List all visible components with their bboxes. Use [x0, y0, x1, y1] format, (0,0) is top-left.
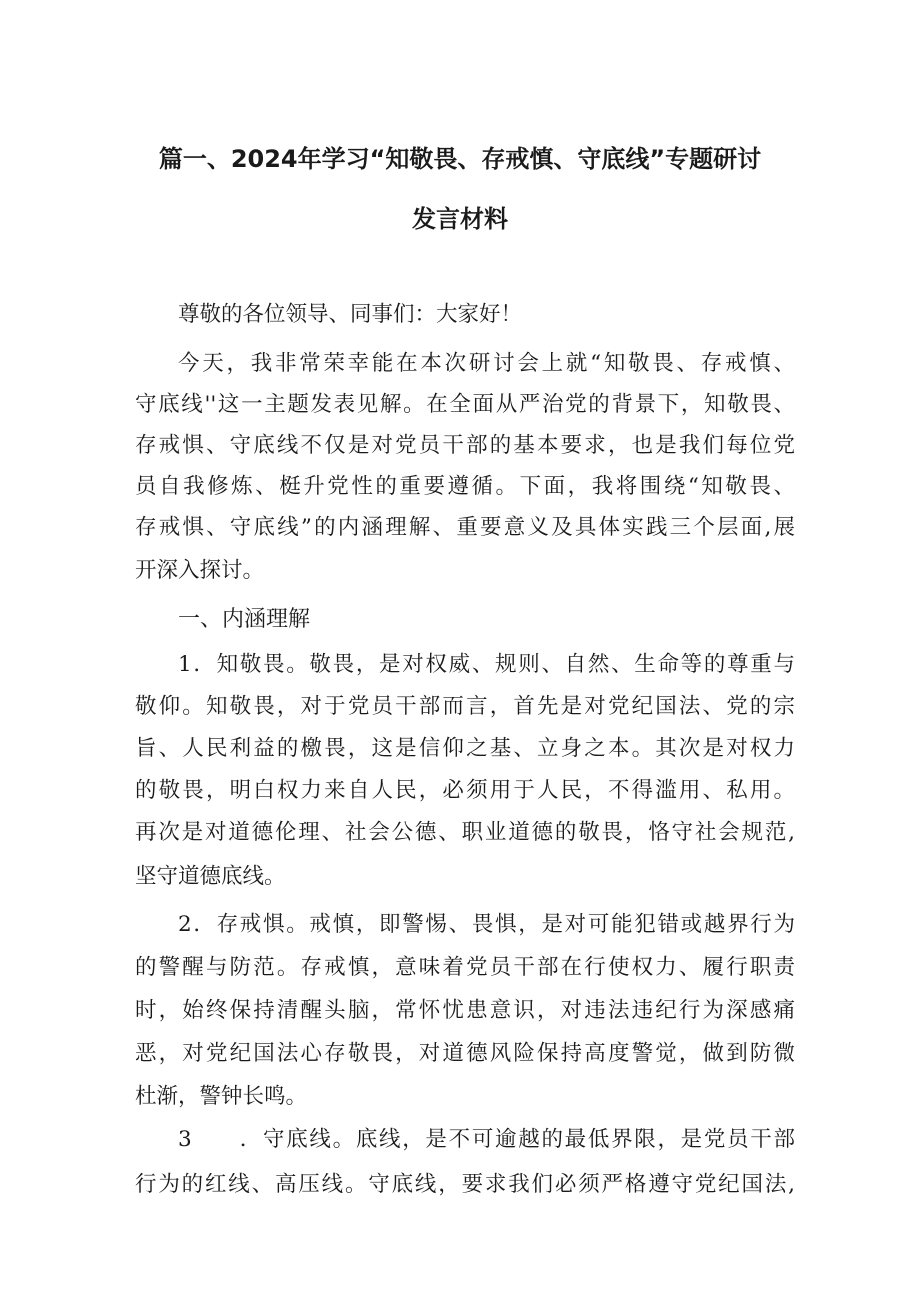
item1-paragraph-line: 的敬畏，明白权力来自人民，必须用于人民，不得滥用、私用。 [135, 778, 795, 803]
section-heading: 一、内涵理解 [178, 607, 311, 632]
item3-paragraph-line: 3 ．守底线。底线，是不可逾越的最低界限，是党员干部 [178, 1127, 795, 1152]
item1-paragraph-line: 再次是对道德伦理、社会公德、职业道德的敬畏，恪守社会规范, [135, 820, 795, 845]
item1-paragraph-line: 坚守道德底线。 [135, 864, 286, 889]
intro-paragraph-line: 存戒惧、守底线”的内涵理解、重要意义及具体实践三个层面,展 [135, 515, 795, 540]
document-title-continued: 发言材料 [412, 205, 508, 233]
intro-paragraph-line: 守底线''这一主题发表见解。在全面从严治党的背景下，知敬畏、 [135, 392, 795, 417]
item2-paragraph-line: 2．存戒惧。戒慎，即警惕、畏惧，是对可能犯错或越界行为 [178, 912, 795, 937]
item2-paragraph-line: 恶，对党纪国法心存敬畏，对道德风险保持高度警觉，做到防微 [135, 1041, 795, 1066]
intro-paragraph-line: 员自我修炼、梃升党性的重要遵循。下面，我将围绕“知敬畏、 [135, 474, 795, 499]
item2-paragraph-line: 时，始终保持清醒头脑，常怀忧患意识，对违法违纪行为深感痛 [135, 998, 795, 1023]
item3-paragraph-line: 行为的红线、高压线。守底线，要求我们必须严格遵守党纪国法, [135, 1172, 795, 1197]
intro-paragraph-line: 开深入探讨。 [135, 558, 265, 583]
item1-paragraph-line: 旨、人民利益的檄畏，这是信仰之基、立身之本。其次是对权力 [135, 736, 795, 761]
item1-paragraph-line: 敬仰。知敬畏，对于党员干部而言，首先是对党纪国法、党的宗 [135, 694, 795, 719]
item2-paragraph-line: 的警醒与防范。存戒慎，意味着党员干部在行使权力、履行职责 [135, 955, 795, 980]
item1-paragraph-line: 1．知敬畏。敬畏，是对权威、规则、自然、生命等的尊重与 [178, 652, 795, 677]
document-title: 篇一、2024年学习“知敬畏、存戒慎、守底线”专题研讨 [158, 145, 762, 173]
intro-paragraph-line: 今天，我非常荣幸能在本次研讨会上就“知敬畏、存戒慎、 [178, 351, 795, 376]
intro-paragraph-line: 存戒惧、守底线不仅是对党员干部的基本要求，也是我们每位党 [135, 433, 795, 458]
item2-paragraph-line: 杜渐，警钟长鸣。 [135, 1084, 308, 1109]
greeting: 尊敬的各位领导、同事们：大家好！ [178, 302, 523, 327]
